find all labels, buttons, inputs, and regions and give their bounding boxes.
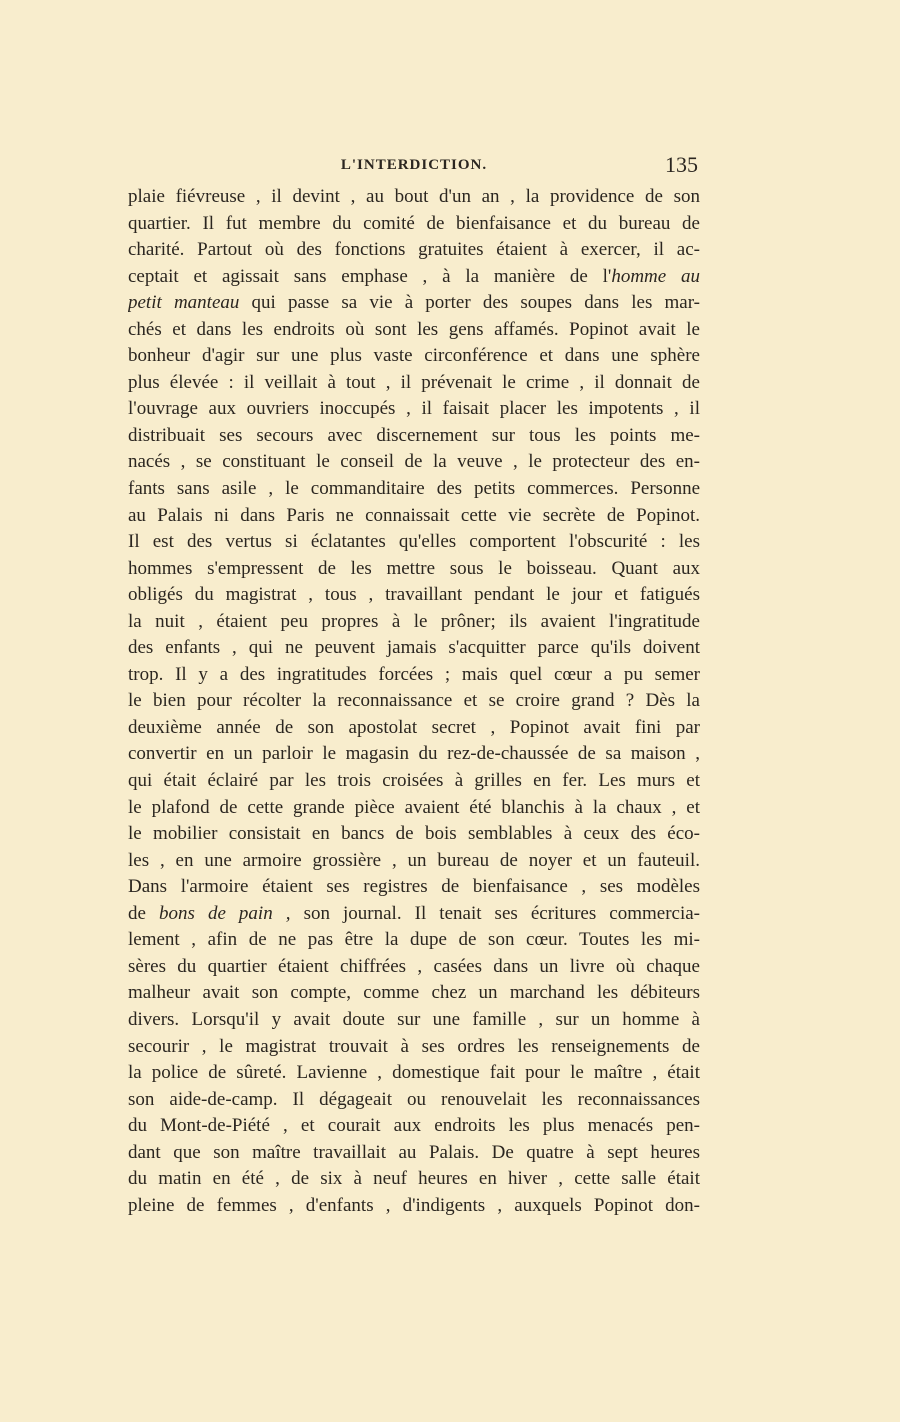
italic-text: bons de pain , xyxy=(159,902,291,924)
text-line xyxy=(128,503,700,530)
text-line xyxy=(128,635,700,662)
line-text: Il est des vertus si éclatantes qu'elles comportent l'obscurité : les xyxy=(128,531,700,553)
line-text: trop. Il y a des ingratitudes forcées ; mais quel cœur a pu semer xyxy=(128,663,700,685)
text-line xyxy=(128,237,700,264)
line-text: plus élevée : il veillait à tout , il prévenait le crime , il donnait de xyxy=(128,371,700,393)
text-line xyxy=(128,211,700,238)
text-line xyxy=(128,848,700,875)
text-line xyxy=(128,927,700,954)
line-text: plaie fiévreuse , il devint , au bout d'un an , la providence de son xyxy=(128,186,700,207)
text-line xyxy=(128,688,700,715)
line-text-after: qui passe sa vie à porter des soupes dans les mar- xyxy=(239,292,700,314)
body-text xyxy=(128,184,700,1219)
italic-text: petit manteau xyxy=(128,292,240,314)
text-line xyxy=(128,1007,700,1034)
line-text: du Mont-de-Piété , et courait aux endroits les plus menacés pen- xyxy=(128,1115,700,1137)
line-text: son aide-de-camp. Il dégageait ou renouvelait les reconnaissances xyxy=(128,1088,700,1110)
text-line xyxy=(128,290,700,317)
line-text: de xyxy=(128,902,159,924)
text-line xyxy=(128,768,700,795)
line-text: distribuait ses secours avec discernement sur tous les points me- xyxy=(128,424,700,446)
text-line xyxy=(128,1166,700,1193)
line-text: pleine de femmes , d'enfants , d'indigents , auxquels Popinot don- xyxy=(128,1194,700,1216)
line-text: fants sans asile , le commanditaire des petits commerces. Personne xyxy=(128,478,700,500)
line-text: charité. Partout où des fonctions gratuites étaient à exercer, il ac- xyxy=(128,239,700,261)
text-line xyxy=(128,1060,700,1087)
line-text: la police de sûreté. Lavienne , domestique fait pour le maître , était xyxy=(128,1062,700,1084)
text-line xyxy=(128,901,700,928)
italic-text: homme au xyxy=(611,265,700,287)
page-header xyxy=(128,152,700,178)
text-line xyxy=(128,954,700,981)
line-text: sères du quartier étaient chiffrées , casées dans un livre où chaque xyxy=(128,955,700,977)
text-line xyxy=(128,343,700,370)
line-text-after: son journal. Il tenait ses écritures commercia- xyxy=(290,902,700,924)
line-text: Dans l'armoire étaient ses registres de bienfaisance , ses modèles xyxy=(128,876,700,898)
page-number: 135 xyxy=(665,152,698,177)
line-text: nacés , se constituant le conseil de la veuve , le protecteur des en- xyxy=(128,451,700,473)
text-line xyxy=(128,370,700,397)
line-text: le plafond de cette grande pièce avaient été blanchis à la chaux , et xyxy=(128,796,700,818)
line-text: malheur avait son compte, comme chez un marchand les débiteurs xyxy=(128,982,700,1004)
text-line xyxy=(128,423,700,450)
line-text: au Palais ni dans Paris ne connaissait cette vie secrète de Popinot. xyxy=(128,504,700,526)
text-line xyxy=(128,317,700,344)
text-line xyxy=(128,715,700,742)
line-text: convertir en un parloir le magasin du rez-de-chaussée de sa maison , xyxy=(128,743,700,765)
line-text: chés et dans les endroits où sont les gens affamés. Popinot avait le xyxy=(128,318,700,340)
text-line xyxy=(128,609,700,636)
text-line xyxy=(128,1193,700,1220)
text-line xyxy=(128,662,700,689)
text-line xyxy=(128,1113,700,1140)
text-line xyxy=(128,1034,700,1061)
text-line xyxy=(128,795,700,822)
line-text: du matin en été , de six à neuf heures en hiver , cette salle était xyxy=(128,1168,700,1190)
text-line xyxy=(128,396,700,423)
line-text: hommes s'empressent de les mettre sous le boisseau. Quant aux xyxy=(128,557,700,579)
line-text: l'ouvrage aux ouvriers inoccupés , il faisait placer les impotents , il xyxy=(128,398,700,420)
line-text: qui était éclairé par les trois croisées à grilles en fer. Les murs et xyxy=(128,770,700,792)
text-line xyxy=(128,1140,700,1167)
text-line xyxy=(128,741,700,768)
text-line xyxy=(128,874,700,901)
text-line xyxy=(128,476,700,503)
text-line xyxy=(128,980,700,1007)
line-text: deuxième année de son apostolat secret , Popinot avait fini par xyxy=(128,716,700,738)
line-text: lement , afin de ne pas être la dupe de son cœur. Toutes les mi- xyxy=(128,929,700,951)
line-text: des enfants , qui ne peuvent jamais s'acquitter parce qu'ils doivent xyxy=(128,637,700,659)
text-line xyxy=(128,449,700,476)
text-line xyxy=(128,556,700,583)
text-line xyxy=(128,264,700,291)
line-text: la nuit , étaient peu propres à le prôner; ils avaient l'ingratitude xyxy=(128,610,700,632)
text-line xyxy=(128,1087,700,1114)
line-text: ceptait et agissait sans emphase , à la manière de l' xyxy=(128,265,612,287)
running-title: L'INTERDICTION. xyxy=(340,157,488,173)
text-line xyxy=(128,529,700,556)
text-line xyxy=(128,582,700,609)
line-text: bonheur d'agir sur une plus vaste circonférence et dans une sphère xyxy=(128,345,700,367)
line-text: divers. Lorsqu'il y avait doute sur une famille , sur un homme à xyxy=(128,1008,700,1030)
line-text: le mobilier consistait en bancs de bois semblables à ceux des éco- xyxy=(128,823,700,845)
line-text: le bien pour récolter la reconnaissance et se croire grand ? Dès la xyxy=(128,690,700,712)
line-text: quartier. Il fut membre du comité de bienfaisance et du bureau de xyxy=(128,212,700,234)
line-text: obligés du magistrat , tous , travaillant pendant le jour et fatigués xyxy=(128,584,700,606)
line-text: dant que son maître travaillait au Palais. De quatre à sept heures xyxy=(128,1141,700,1163)
text-line xyxy=(128,821,700,848)
line-text: secourir , le magistrat trouvait à ses ordres les renseignements de xyxy=(128,1035,700,1057)
line-text: les , en une armoire grossière , un bureau de noyer et un fauteuil. xyxy=(128,849,700,871)
text-line xyxy=(128,184,700,211)
